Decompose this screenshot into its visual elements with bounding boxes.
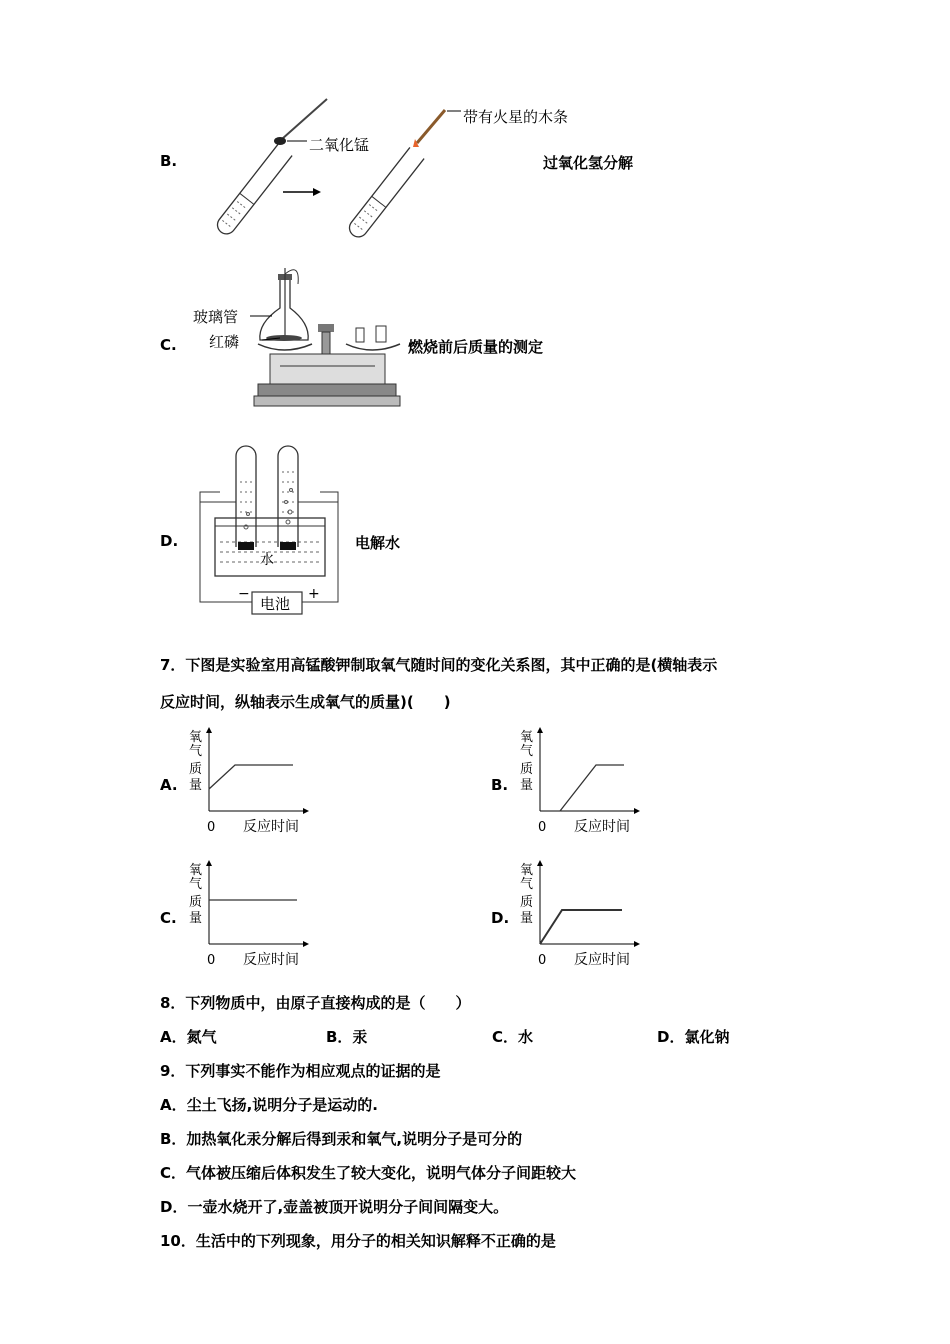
caption-combustion-mass: 燃烧前后质量的测定 [408, 338, 544, 356]
graph-a-ylabel-1: 氧 [189, 730, 203, 745]
plus-sign: + [308, 586, 320, 602]
graph-letter-a: A. [160, 776, 178, 794]
caption-electrolysis: 电解水 [355, 534, 401, 552]
graph-c [185, 860, 315, 970]
splint-label [463, 108, 568, 126]
mno2-label: 二氧化锰 [309, 136, 370, 154]
graph-a-origin: 0 [207, 820, 216, 835]
option-letter-b: B. [160, 152, 178, 170]
graph-b-origin: 0 [538, 820, 547, 835]
graph-b-ylabel-4: 量 [520, 778, 534, 793]
q8-option-c: C．水 [492, 1028, 534, 1046]
battery-label: 电池 [260, 595, 291, 613]
q10-stem: 10．生活中的下列现象，用分子的相关知识解释不正确的是 [160, 1232, 556, 1250]
q8-option-a: A．氮气 [160, 1028, 217, 1046]
graph-letter-c: C. [160, 909, 177, 927]
graph-d-ylabel-3: 质 [520, 895, 534, 910]
graph-b-curve [560, 765, 624, 811]
q9-option-a: A．尘土飞扬,说明分子是运动的. [160, 1096, 379, 1114]
q7-stem-line1: 7．下图是实验室用高锰酸钾制取氧气随时间的变化关系图，其中正确的是(横轴表示 [160, 656, 718, 674]
graph-a-ylabel-4: 量 [189, 778, 203, 793]
electrolysis-figure [190, 442, 350, 617]
graph-b-xlabel: 反应时间 [574, 819, 630, 835]
splint-label-text: 带有火星的木条 [463, 108, 569, 126]
graph-a-curve [209, 765, 293, 789]
graph-c-ylabel-2: 气 [189, 877, 203, 892]
q8-option-d: D．氯化钠 [657, 1028, 730, 1046]
q9-option-b: B．加热氧化汞分解后得到汞和氧气,说明分子是可分的 [160, 1130, 523, 1148]
graph-letter-b: B. [491, 776, 509, 794]
graph-c-xlabel: 反应时间 [243, 952, 299, 968]
graph-d-ylabel-1: 氧 [520, 863, 534, 878]
graph-b-ylabel-1: 氧 [520, 730, 534, 745]
balance-figure [250, 268, 410, 413]
graph-a [185, 727, 315, 837]
graph-b-ylabel-3: 质 [520, 762, 534, 777]
q8-option-b: B．汞 [326, 1028, 368, 1046]
q9-option-d: D．一壶水烧开了,壶盖被顶开说明分子间间隔变大。 [160, 1198, 509, 1216]
graph-d-xlabel: 反应时间 [574, 952, 630, 968]
graph-b [516, 727, 646, 837]
glass-tube-label: 玻璃管 [193, 308, 239, 326]
graph-d-curve [540, 910, 622, 944]
graph-d [516, 860, 646, 970]
graph-d-ylabel-4: 量 [520, 911, 534, 926]
option-letter-d: D. [160, 532, 179, 550]
q8-stem: 8．下列物质中，由原子直接构成的是（ ） [160, 994, 471, 1012]
h2o2-apparatus-figure [185, 95, 569, 235]
graph-a-xlabel: 反应时间 [243, 819, 299, 835]
caption-h2o2: 过氧化氢分解 [543, 154, 634, 172]
q7-stem-line2: 反应时间，纵轴表示生成氧气的质量)( ) [160, 693, 451, 711]
graph-d-origin: 0 [538, 953, 547, 968]
graph-c-ylabel-3: 质 [189, 895, 203, 910]
red-phosphorus-label: 红磷 [209, 333, 240, 351]
water-label: 水 [260, 552, 274, 568]
option-letter-c: C. [160, 336, 177, 354]
graph-b-ylabel-2: 气 [520, 744, 534, 759]
graph-d-ylabel-2: 气 [520, 877, 534, 892]
graph-a-ylabel-3: 质 [189, 762, 203, 777]
q9-stem: 9．下列事实不能作为相应观点的证据的是 [160, 1062, 441, 1080]
graph-c-ylabel-4: 量 [189, 911, 203, 926]
graph-c-ylabel-1: 氧 [189, 863, 203, 878]
graph-a-ylabel-2: 气 [189, 744, 203, 759]
graph-letter-d: D. [491, 909, 510, 927]
graph-c-origin: 0 [207, 953, 216, 968]
minus-sign: − [238, 586, 250, 602]
q9-option-c: C．气体被压缩后体积发生了较大变化，说明气体分子间距较大 [160, 1164, 577, 1182]
